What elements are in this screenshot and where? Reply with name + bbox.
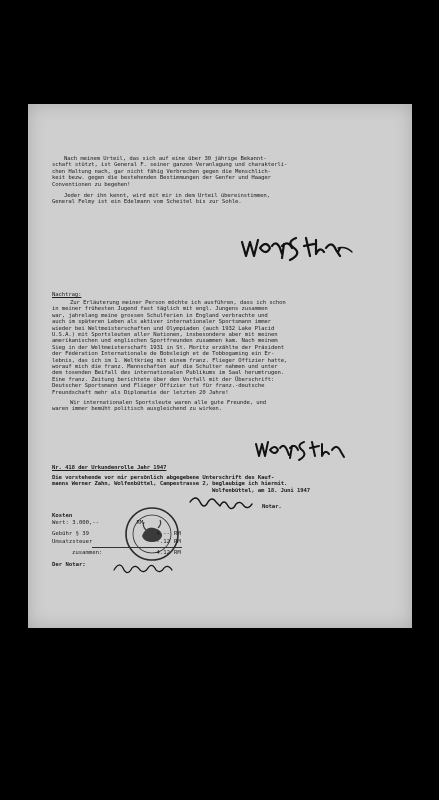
text-line: amerikanischen und englischen Sportfreunden zusammen kam. Nach meinem bbox=[52, 338, 278, 345]
text-line: Wolfenbüttel, am 18. Juni 1947 bbox=[212, 487, 311, 494]
text-line: wieder bei Weltmeisterschaften und Olympiaden (auch 1932 Lake Placid bbox=[52, 325, 275, 332]
text-line: worauf mich die franz. Mannschaften auf die Schulter nahmen und unter bbox=[52, 364, 278, 371]
text-line: Freundschaft mehr als Diplomatie der letzten 20 Jahre! bbox=[52, 389, 229, 396]
cost-row-umsatzsteuer: Umsatzsteuer -.12 RM bbox=[52, 539, 181, 545]
text-line: war, jahrelang meine grossen Schulferien in England verbrachte und bbox=[52, 312, 268, 319]
text-line: Nach meinem Urteil, das sich auf eine über 30 jährige Bekannt- bbox=[64, 156, 267, 162]
handwritten-signature bbox=[252, 434, 362, 464]
urkundenrolle-heading: Nr. 418 der Urkundenrolle Jahr 1947 bbox=[52, 465, 167, 471]
text-line: lebnis, das ich im 1. Weltkrieg mit einem franz. Flieger Offizier hatte, bbox=[52, 357, 288, 364]
text-line: auch im späteren Leben als aktiver internationaler Sportsmann immer bbox=[52, 319, 271, 326]
sum-divider bbox=[92, 547, 182, 548]
text-line: chen Haltung nach, gar nicht fähig Verbrechen gegen die Menschlich- bbox=[52, 168, 271, 175]
text-line: General Felmy ist ein Edelmann vom Scheitel bis zur Sohle. bbox=[52, 199, 242, 206]
text-line: Eine franz. Zeitung berichtete über den Vorfall mit der Überschrift: bbox=[52, 376, 275, 383]
text-line: U.S.A.) mit Sportsleuten aller Nationen, insbesondere aber mit meinen bbox=[52, 332, 278, 339]
notar-label: Notar. bbox=[262, 504, 282, 510]
costs-heading: Kosten bbox=[52, 513, 73, 519]
paragraph-agreement bbox=[52, 193, 382, 206]
text-line: der Fédération Internationale de Bobsleigh et de Tobbogaming ein Er- bbox=[52, 351, 275, 358]
text-line: waren immer bemüht politisch ausgleichend zu wirken. bbox=[52, 406, 222, 413]
paragraph-biography bbox=[52, 300, 382, 396]
text-line: Wir internationalen Sportsleute waren alle gute Freunde, und bbox=[70, 400, 267, 406]
text-line: Deutscher Sportsmann und Flieger Offizier tut für franz.-deutsche bbox=[52, 383, 265, 390]
cost-row-wert: Wert: 3.000,-- RM bbox=[52, 520, 144, 526]
text-line: dem tosenden Beifall des internationalen Publikums im Saal herumtrugen. bbox=[52, 370, 285, 377]
text-line: schaft stützt, ist General F. seiner ganzen Veranlagung und charakterli- bbox=[52, 162, 288, 169]
paragraph-conclusion bbox=[52, 400, 382, 413]
text-line: Jeder der ihn kennt, wird mit mir in dem Urteil übereinstimmen, bbox=[64, 193, 270, 199]
notar-signature-line: Der Notar: bbox=[52, 562, 86, 568]
cost-row-gebuehr: Gebühr § 39 4.-- RM bbox=[52, 531, 181, 537]
notary-initials-signature bbox=[112, 560, 182, 574]
text-line: Sieg in der Weltmeisterschaft 1931 in St. Moritz erzählte der Präsident bbox=[52, 344, 285, 351]
cost-row-total: zusammen: 4.12 RM bbox=[72, 550, 181, 556]
notary-signature bbox=[186, 492, 256, 510]
text-line: Zur Erläuterung meiner Person möchte ich ausführen, dass ich schon bbox=[70, 300, 286, 306]
text-line: keit bezw. gegen die bestehenden Bestimmungen der Genfer und Haager bbox=[52, 175, 271, 182]
text-line: manns Werner Zahn, Wolfenbüttel, Campestrasse 2, beglaubige ich hiermit. bbox=[52, 481, 288, 488]
paragraph-character-statement bbox=[52, 156, 382, 188]
nachtrag-heading: Nachtrag: bbox=[52, 292, 82, 298]
text-line: Die vorstehende vor mir persönlich abgegebene Unterschrift des Kauf- bbox=[52, 475, 275, 481]
text-line: in meiner frühesten Jugend fast täglich mit engl. Jungens zusammen bbox=[52, 306, 268, 313]
text-line: Conventionen zu begehen! bbox=[52, 181, 131, 188]
handwritten-signature bbox=[238, 228, 358, 268]
